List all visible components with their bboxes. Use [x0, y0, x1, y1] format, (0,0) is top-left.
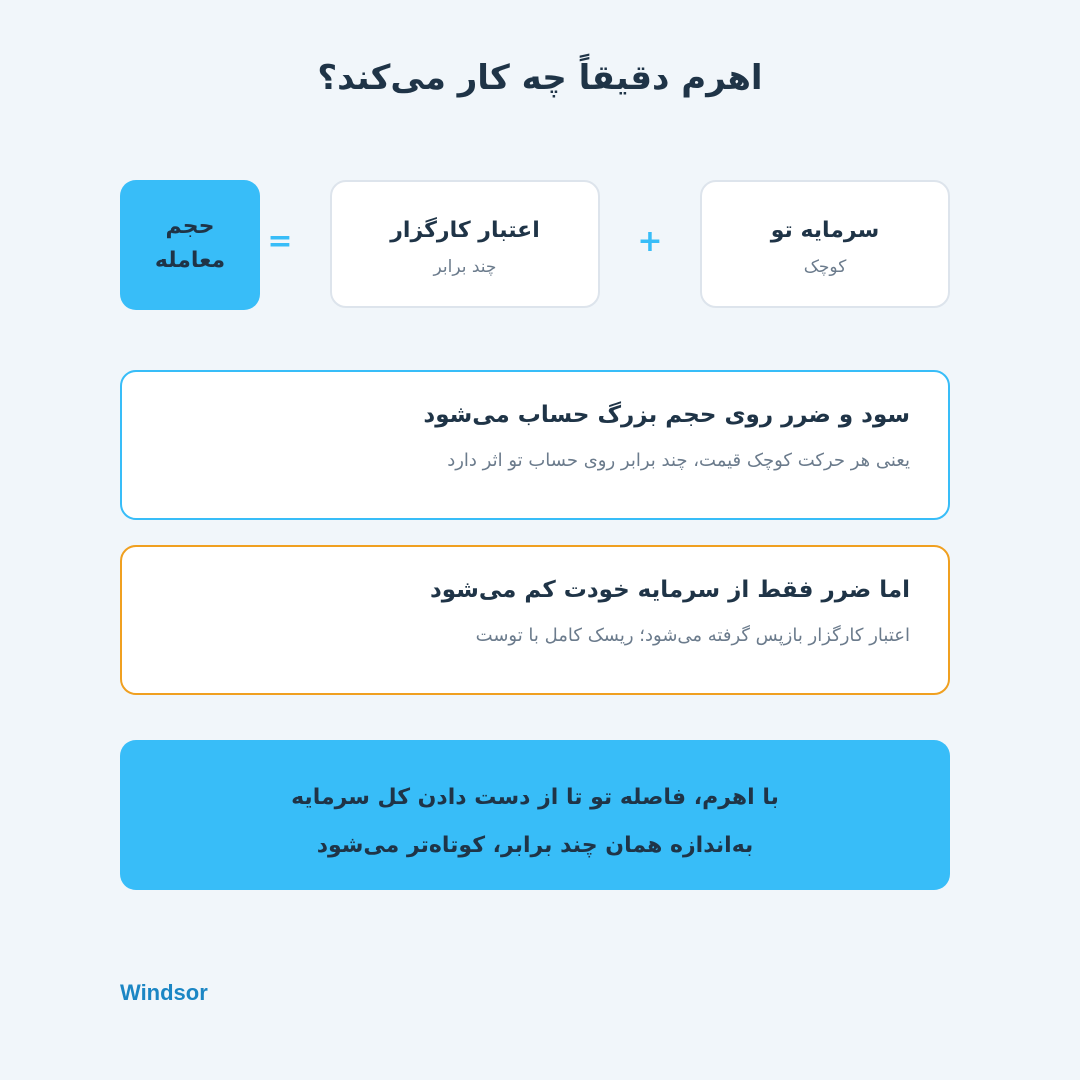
- page-title: اهرم دقیقاً چه کار می‌کند؟: [317, 58, 763, 98]
- conclusion-banner: [120, 740, 950, 890]
- result-line-2: معامله: [154, 248, 226, 273]
- banner-line-1: با اهرم، فاصله تو تا از دست دادن کل سرمایه: [291, 785, 779, 810]
- plus-sign: +: [637, 224, 663, 259]
- result-line-1: حجم: [165, 214, 215, 239]
- capital-box: [700, 180, 950, 308]
- profit-card-title: سود و ضرر روی حجم بزرگ حساب می‌شود: [423, 402, 910, 428]
- trade-volume-box: [120, 180, 260, 310]
- profit-card-subtitle: یعنی هر حرکت کوچک قیمت، چند برابر روی حساب تو اثر دارد: [447, 450, 910, 471]
- credit-subtitle: چند برابر: [433, 257, 497, 277]
- capital-title: سرمایه تو: [770, 218, 880, 243]
- credit-title: اعتبار کارگزار: [390, 218, 540, 243]
- broker-credit-box: [330, 180, 600, 308]
- loss-card-subtitle: اعتبار کارگزار بازپس گرفته می‌شود؛ ریسک کامل با توست: [475, 625, 910, 646]
- capital-subtitle: کوچک: [803, 257, 847, 277]
- profit-loss-card: [120, 370, 950, 520]
- equals-sign: =: [267, 224, 293, 259]
- loss-warning-card: [120, 545, 950, 695]
- loss-card-title: اما ضرر فقط از سرمایه خودت کم می‌شود: [429, 577, 910, 603]
- brand-logo-text: Windsor: [120, 980, 208, 1005]
- leverage-equation: [120, 180, 950, 310]
- banner-line-2: به‌اندازه همان چند برابر، کوتاه‌تر می‌شود: [316, 833, 754, 858]
